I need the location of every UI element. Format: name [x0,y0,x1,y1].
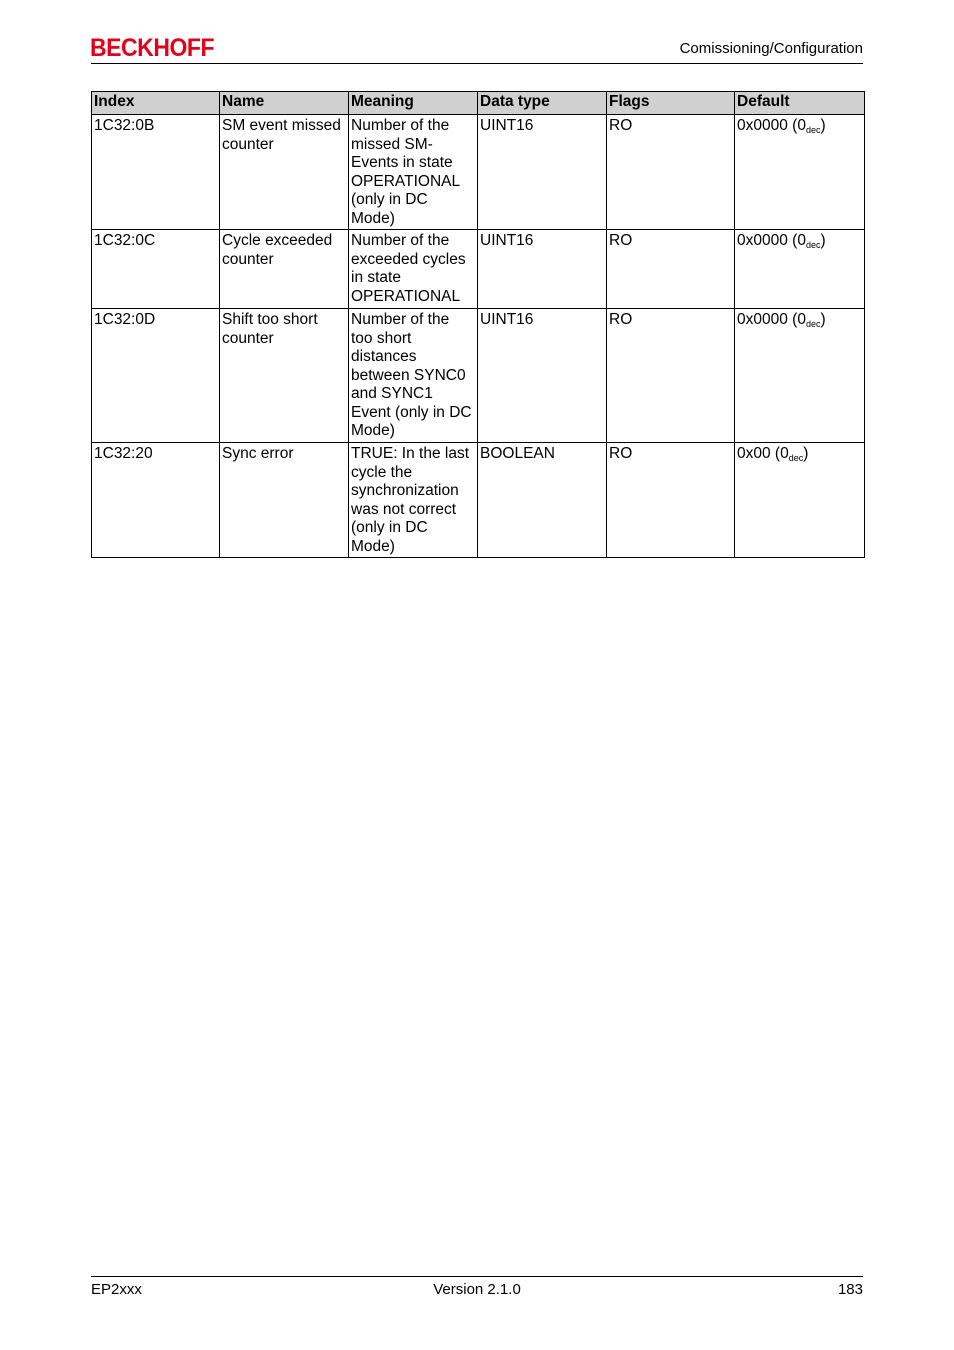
default-unit: dec [805,240,821,250]
default-unit: dec [805,125,821,135]
header-divider [91,63,863,64]
default-close: ) [820,232,826,249]
cell-index: 1C32:0D [92,309,220,443]
cell-flags: RO [607,443,735,558]
cell-flags: RO [607,115,735,230]
cell-name: Sync error [220,443,349,558]
cell-meaning: Number of the too short distances between SYNC0 and SYNC1 Event (only in DC Mode) [349,309,478,443]
cell-name: Shift too short counter [220,309,349,443]
cell-meaning: TRUE: In the last cycle the synchronization was not correct (only in DC Mode) [349,443,478,558]
cell-flags: RO [607,309,735,443]
default-unit: dec [788,453,804,463]
default-value: 0x0000 (0 [737,232,806,249]
cell-flags: RO [607,230,735,309]
cell-name: Cycle exceeded counter [220,230,349,309]
table-row [92,443,865,558]
column-header-name: Name [220,92,349,115]
cell-index: 1C32:0C [92,230,220,309]
default-value: 0x0000 (0 [737,311,806,328]
default-close: ) [803,445,809,462]
default-unit: dec [805,319,821,329]
column-header-index: Index [92,92,220,115]
default-close: ) [820,117,826,134]
section-title: Comissioning/Configuration [679,40,863,57]
column-header-flags: Flags [607,92,735,115]
beckhoff-logo: BECKHOFF [90,34,215,62]
default-close: ) [820,311,826,328]
default-value: 0x00 (0 [737,445,789,462]
cell-default [735,309,865,443]
cell-name: SM event missed counter [220,115,349,230]
cell-default [735,230,865,309]
table-header-row [92,92,865,115]
object-dictionary-table [91,91,865,558]
cell-data-type: UINT16 [478,230,607,309]
cell-data-type: BOOLEAN [478,443,607,558]
footer-version: Version 2.1.0 [433,1281,521,1298]
cell-default [735,115,865,230]
cell-index: 1C32:20 [92,443,220,558]
column-header-default: Default [735,92,865,115]
cell-default [735,443,865,558]
cell-data-type: UINT16 [478,115,607,230]
table-row [92,230,865,309]
default-value: 0x0000 (0 [737,117,806,134]
footer-product: EP2xxx [91,1281,142,1298]
column-header-meaning: Meaning [349,92,478,115]
cell-meaning: Number of the exceeded cycles in state OPERATIONAL [349,230,478,309]
cell-index: 1C32:0B [92,115,220,230]
footer-divider [91,1276,863,1277]
column-header-data-type: Data type [478,92,607,115]
table-row [92,309,865,443]
table-row [92,115,865,230]
cell-data-type: UINT16 [478,309,607,443]
page-number: 183 [837,1281,863,1298]
cell-meaning: Number of the missed SM-Events in state OPERATIONAL (only in DC Mode) [349,115,478,230]
